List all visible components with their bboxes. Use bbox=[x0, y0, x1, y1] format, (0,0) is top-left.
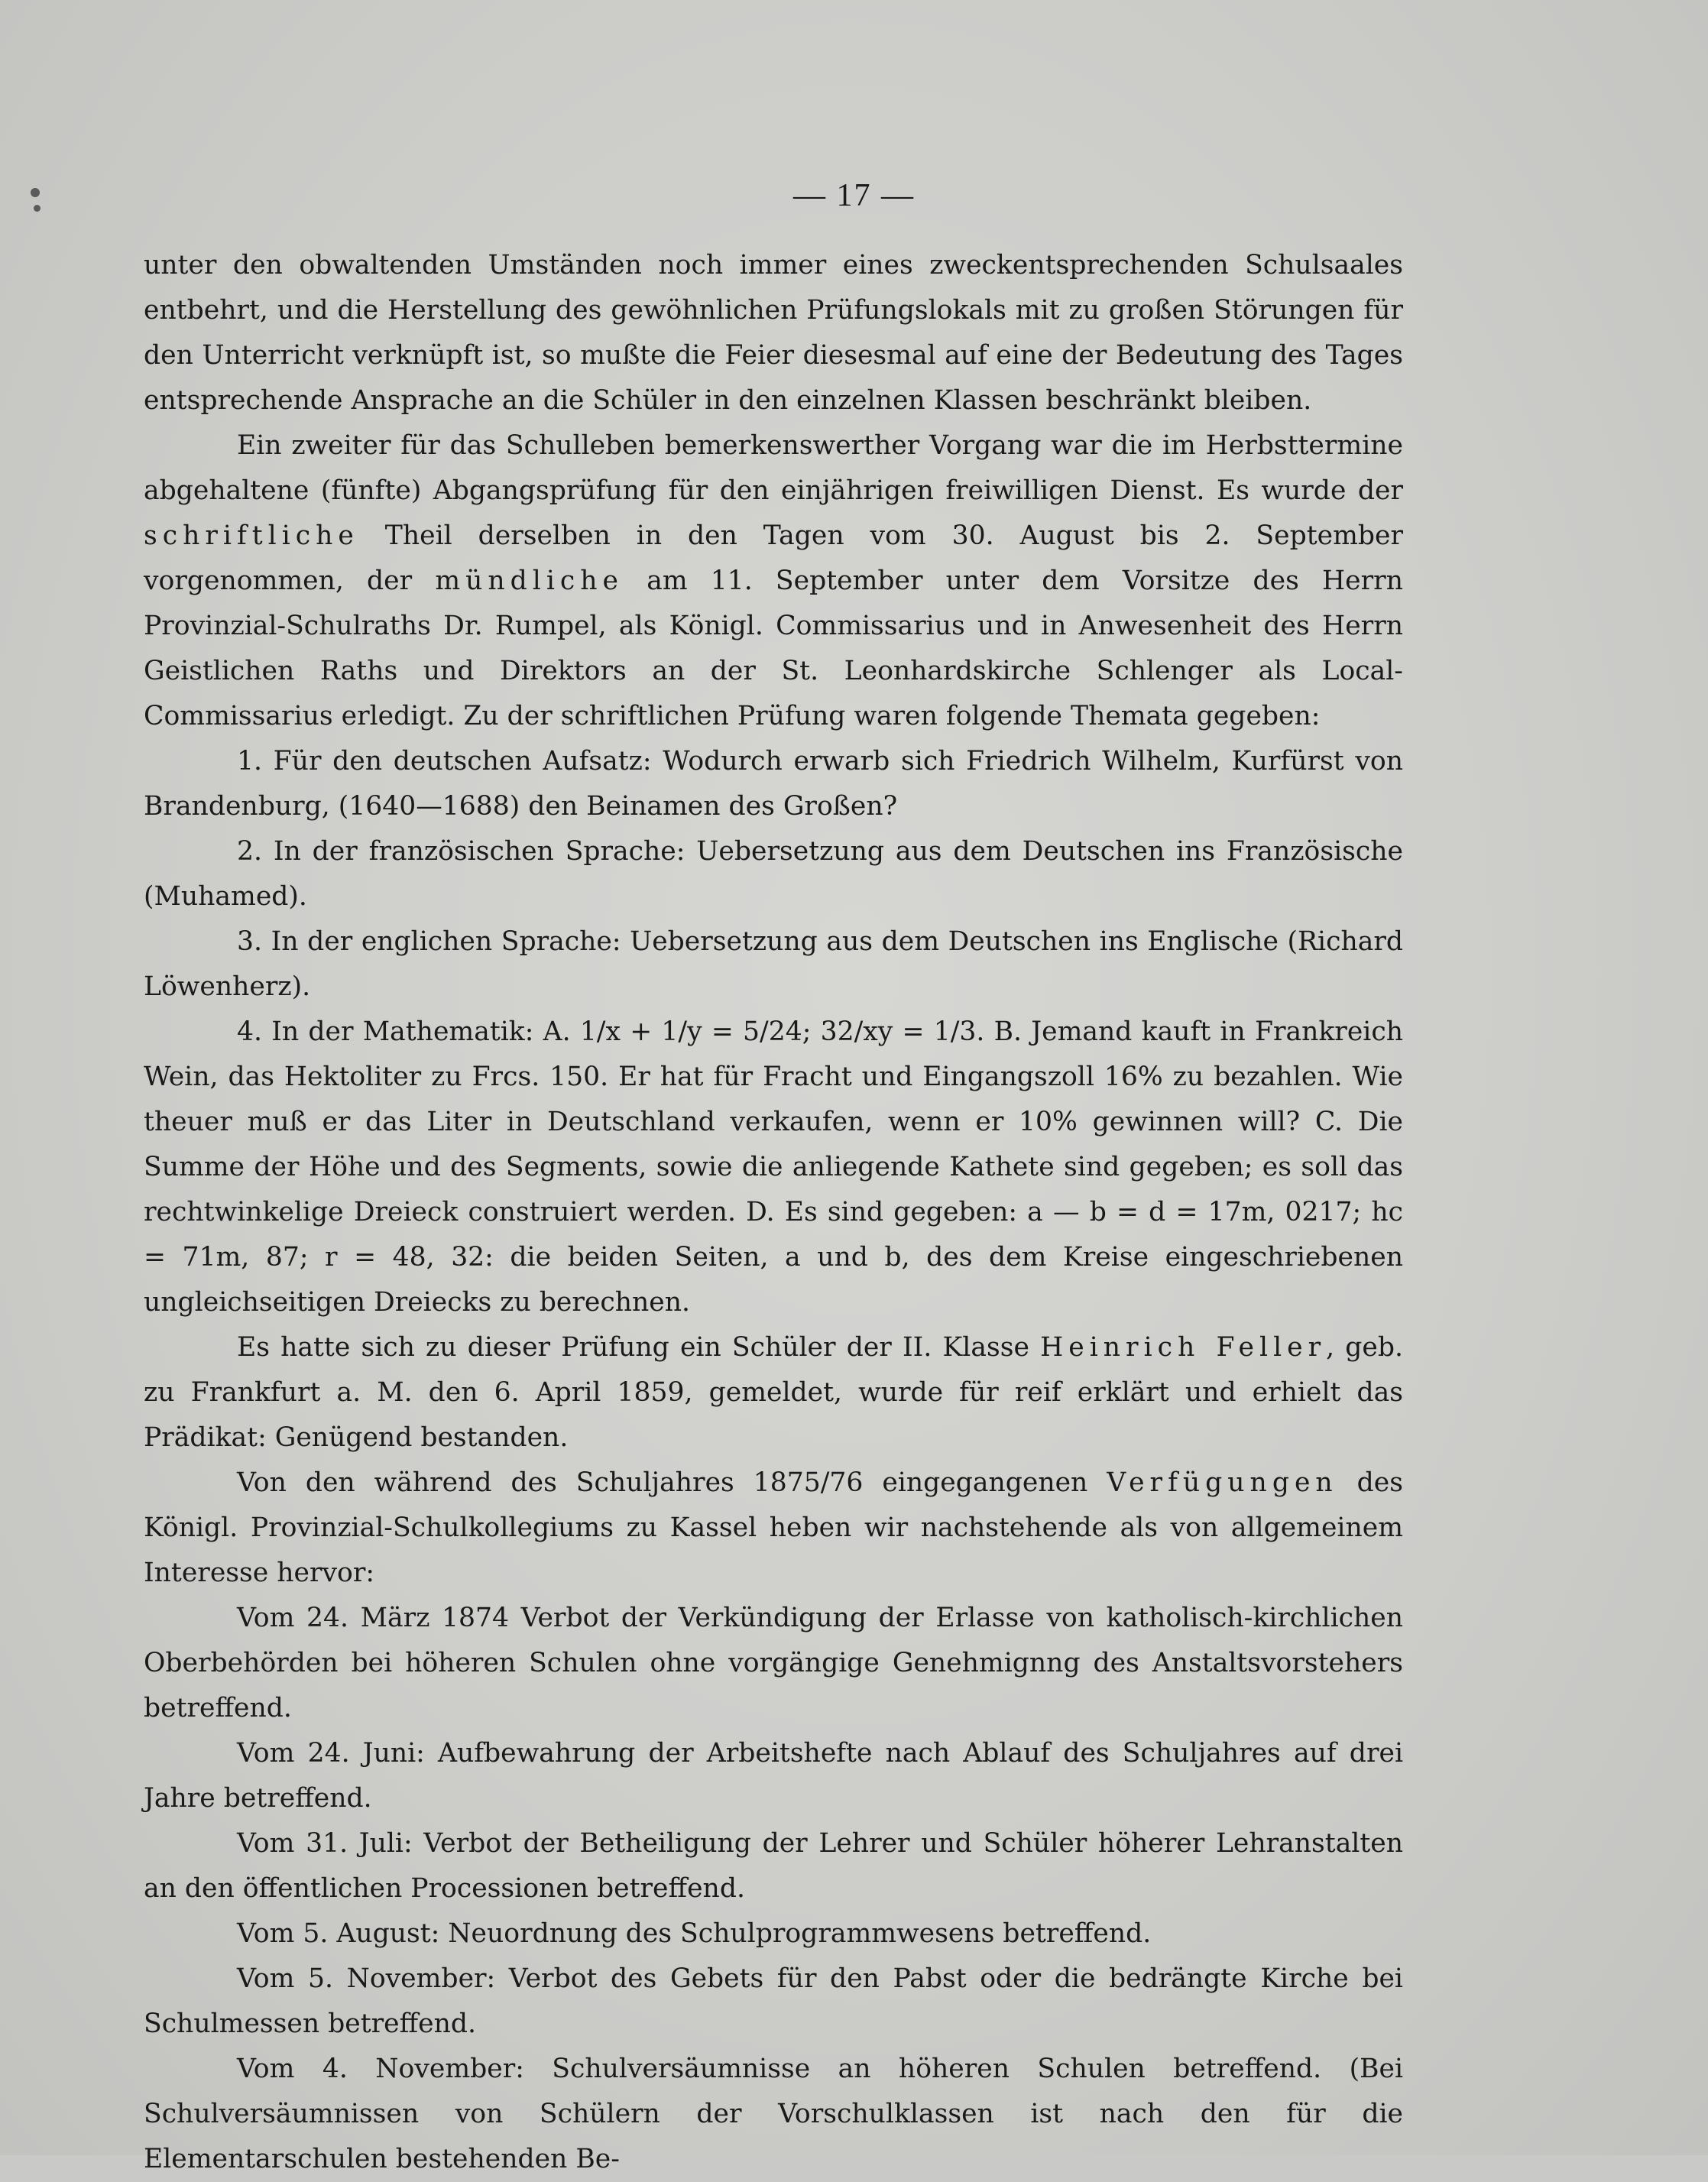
emphasis-text: schriftliche bbox=[144, 520, 359, 551]
paragraph: unter den obwaltenden Umständen noch immer eines zweckentsprechenden Schulsaales entbehrt, und die Herstellung des gewöhnlichen Prüfungslokals mit zu großen Störungen für den Unterricht verknüpft ist, so mußte die Feier diesesmal auf eine der Bedeutung des Tages entsprechende Ansprache an die Schüler in den einzelnen Klassen beschränkt bleiben. bbox=[144, 250, 1403, 416]
text-run: , geb. zu Frankfurt a. M. den 6. April 1859, gemeldet, wurde für reif erklärt und erhielt das Prädikat: Genügend bestanden. bbox=[144, 1332, 1404, 1453]
text-run: am 11. September unter dem Vorsitze des Herrn Provinzial-Schulraths Dr. Rumpel, als Königl. Commissarius und in Anwesenheit des Herrn Geistlichen Raths und Direktors an der St. Leonhardskirche Schlenger als Local-Commissarius erledigt. Zu der schriftlichen Prüfung waren folgende Themata gegeben: bbox=[144, 566, 1403, 731]
paragraph bbox=[144, 1461, 1403, 1596]
theme-item: 3. In der englichen Sprache: Uebersetzung aus dem Deutschen ins Englische (Richard Löwenherz). bbox=[144, 926, 1403, 1002]
decree-item: Vom 5. November: Verbot des Gebets für den Pabst oder die bedrängte Kirche bei Schulmessen betreffend. bbox=[144, 1963, 1403, 2039]
text-run: Theil derselben in den Tagen vom 30. August bis 2. September vorgenommen, der bbox=[144, 520, 1403, 596]
page-number: — 17 — bbox=[793, 178, 915, 213]
text-run: Es hatte sich zu dieser Prüfung ein Schüler der II. Klasse bbox=[237, 1332, 1029, 1363]
decree-item: Vom 5. August: Neuordnung des Schulprogrammwesens betreffend. bbox=[237, 1918, 1152, 1949]
paragraph bbox=[144, 423, 1403, 739]
emphasis-text: mündliche bbox=[435, 566, 624, 596]
decree-item: Vom 24. Juni: Aufbewahrung der Arbeitshefte nach Ablauf des Schuljahres auf drei Jahre betreffend. bbox=[144, 1738, 1403, 1814]
text-run: Von den während des Schuljahres 1875/76 eingegangenen bbox=[237, 1467, 1088, 1498]
body-text bbox=[144, 243, 1403, 2182]
decree-item: Vom 4. November: Schulversäumnisse an höheren Schulen betreffend. (Bei Schulversäumnissen von Schülern der Vorschulklassen ist nach den für die Elementarschulen bestehenden Be- bbox=[144, 2054, 1403, 2174]
decree-item: Vom 31. Juli: Verbot der Betheiligung der Lehrer und Schüler höherer Lehranstalten an den öffentlichen Processionen betreffend. bbox=[144, 1828, 1403, 1904]
candidate-name: Heinrich Feller bbox=[1040, 1332, 1327, 1363]
paragraph bbox=[144, 1325, 1403, 1461]
decree-item: Vom 24. März 1874 Verbot der Verkündigung der Erlasse von katholisch-kirchlichen Oberbehörden bei höheren Schulen ohne vorgängige Genehmignng des Anstaltsvorstehers betreffend. bbox=[144, 1603, 1403, 1723]
theme-item: 1. Für den deutschen Aufsatz: Wodurch erwarb sich Friedrich Wilhelm, Kurfürst von Brandenburg, (1640—1688) den Beinamen des Großen? bbox=[144, 746, 1403, 822]
text-run: des Königl. Provinzial-Schulkollegiums zu Kassel heben wir nachstehende als von allgemeinem Interesse hervor: bbox=[144, 1467, 1403, 1588]
theme-item: 2. In der französischen Sprache: Uebersetzung aus dem Deutschen ins Französische (Muhamed). bbox=[144, 836, 1403, 912]
text-run: Ein zweiter für das Schulleben bemerkenswerther Vorgang war die im Herbsttermine abgehaltene (fünfte) Abgangsprüfung für den einjährigen freiwilligen Dienst. Es wurde der bbox=[144, 430, 1403, 506]
theme-item: 4. In der Mathematik: A. 1/x + 1/y = 5/24; 32/xy = 1/3. B. Jemand kauft in Frankreich Wein, das Hektoliter zu Frcs. 150. Er hat für Fracht und Eingangszoll 16% zu bezahlen. Wie theuer muß er das Liter in Deutschland verkaufen, wenn er 10% gewinnen will? C. Die Summe der Höhe und des Segments, sowie die anliegende Kathete sind gegeben; es soll das rechtwinkelige Dreieck construiert werden. D. Es sind gegeben: a — b = d = 17m, 0217; hc = 71m, 87; r = 48, 32: die beiden Seiten, a und b, des dem Kreise eingeschriebenen ungleichseitigen Dreiecks zu berechnen. bbox=[144, 1016, 1403, 1318]
emphasis-text: Verfügungen bbox=[1107, 1467, 1338, 1498]
